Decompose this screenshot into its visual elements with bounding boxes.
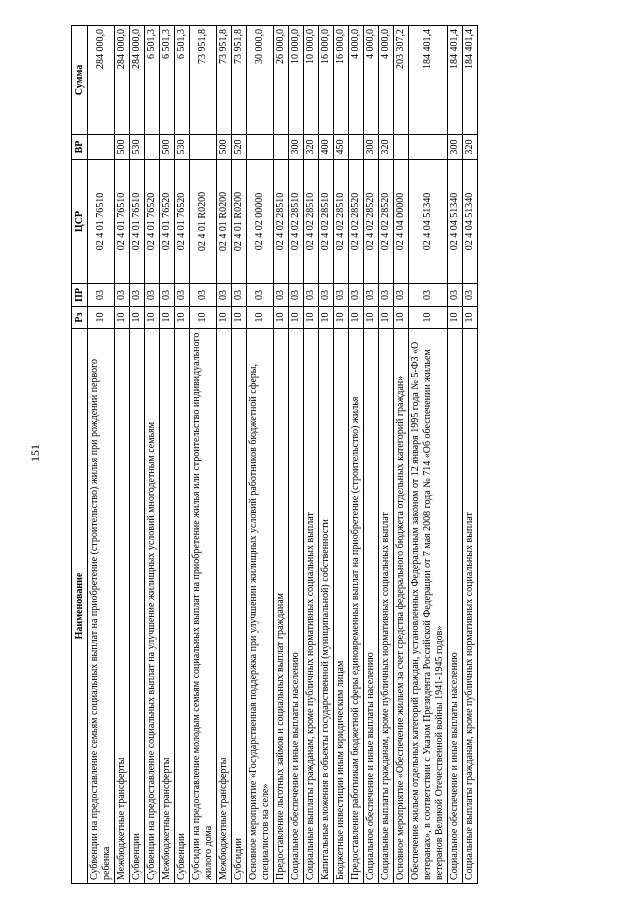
row-name: Основное мероприятие «Обеспечение жильем за счет средства федерального бюджета отдельных категорий граждан» [394, 329, 409, 884]
row-vr: 450 [334, 135, 349, 160]
budget-table [71, 25, 478, 884]
row-pr: 03 [334, 284, 349, 307]
row-vr [145, 135, 160, 160]
row-rz: 10 [364, 307, 379, 329]
row-csr: 02 4 02 28520 [349, 160, 364, 284]
table-header-row [72, 26, 88, 884]
row-name: Предоставление работникам бюджетной сферы единовременных выплат на приобретение (строительство) жилья [349, 329, 364, 884]
table-row [349, 26, 364, 884]
table-row [289, 26, 304, 884]
row-sum: 10 000,0 [304, 26, 319, 135]
row-pr: 03 [289, 284, 304, 307]
row-rz: 10 [232, 307, 247, 329]
row-csr: 02 4 02 28510 [334, 160, 349, 284]
table-row [304, 26, 319, 884]
row-sum: 6 501,3 [160, 26, 175, 135]
row-csr: 02 4 02 00000 [247, 160, 274, 284]
row-vr: 300 [448, 135, 463, 160]
row-csr: 02 4 01 76510 [88, 160, 115, 284]
row-vr: 500 [160, 135, 175, 160]
table-row [394, 26, 409, 884]
row-rz: 10 [274, 307, 289, 329]
row-name: Социальное обеспечение и иные выплаты населению [448, 329, 463, 884]
row-csr: 02 4 02 28510 [274, 160, 289, 284]
table-row [334, 26, 349, 884]
row-rz: 10 [289, 307, 304, 329]
row-name: Социальные выплаты гражданам, кроме публичных нормативных социальных выплат [379, 329, 394, 884]
row-vr: 320 [304, 135, 319, 160]
row-csr: 02 4 01 R0200 [190, 160, 217, 284]
row-csr: 02 4 01 R0200 [232, 160, 247, 284]
row-pr: 03 [145, 284, 160, 307]
row-pr: 03 [160, 284, 175, 307]
row-csr: 02 4 01 76520 [145, 160, 160, 284]
row-rz: 10 [88, 307, 115, 329]
row-pr: 03 [379, 284, 394, 307]
row-pr: 03 [88, 284, 115, 307]
rotated-table-wrapper [71, 26, 551, 884]
row-rz: 10 [247, 307, 274, 329]
row-sum: 184 401,4 [463, 26, 478, 135]
row-sum: 73 951,8 [190, 26, 217, 135]
table-row [115, 26, 130, 884]
row-pr: 03 [394, 284, 409, 307]
row-sum: 10 000,0 [289, 26, 304, 135]
row-csr: 02 4 01 76520 [160, 160, 175, 284]
row-rz: 10 [409, 307, 448, 329]
row-pr: 03 [463, 284, 478, 307]
row-pr: 03 [175, 284, 190, 307]
row-vr: 520 [232, 135, 247, 160]
header-pr: ПР [72, 284, 88, 307]
row-rz: 10 [394, 307, 409, 329]
row-rz: 10 [160, 307, 175, 329]
row-csr: 02 4 02 28510 [319, 160, 334, 284]
row-name: Предоставление льготных займов и социальных выплат гражданам [274, 329, 289, 884]
row-sum: 16 000,0 [334, 26, 349, 135]
row-name: Субвенции на предоставление семьям социальных выплат на приобретение (строительство) жилья при рождении первого ребенка [88, 329, 115, 884]
row-name: Социальное обеспечение и иные выплаты населению [364, 329, 379, 884]
row-rz: 10 [145, 307, 160, 329]
row-pr: 03 [448, 284, 463, 307]
row-vr [247, 135, 274, 160]
header-vr: ВР [72, 135, 88, 160]
row-pr: 03 [247, 284, 274, 307]
row-vr [88, 135, 115, 160]
row-pr: 03 [349, 284, 364, 307]
row-rz: 10 [349, 307, 364, 329]
row-name: Субвенции [130, 329, 145, 884]
row-csr: 02 4 04 51340 [448, 160, 463, 284]
row-sum: 184 401,4 [409, 26, 448, 135]
row-sum: 16 000,0 [319, 26, 334, 135]
row-csr: 02 4 04 51340 [463, 160, 478, 284]
row-csr: 02 4 01 76520 [175, 160, 190, 284]
row-csr: 02 4 02 28510 [289, 160, 304, 284]
row-name: Бюджетные инвестиции иным юридическим лицам [334, 329, 349, 884]
row-pr: 03 [274, 284, 289, 307]
row-pr: 03 [409, 284, 448, 307]
row-pr: 03 [232, 284, 247, 307]
row-name: Обеспечение жильем отдельных категорий граждан, установленных Федеральным законом от 12 января 1995 года № 5-ФЗ «О ветеранах», в соответствии с Указом Президента Российской Федерации от 7 мая 2008 года № 714 «Об обеспечении жильем ветеранов Великой Отечественной войны 1941-1945 годов» [409, 329, 448, 884]
row-csr: 02 4 01 76510 [115, 160, 130, 284]
row-sum: 4 000,0 [379, 26, 394, 135]
row-name: Социальные выплаты гражданам, кроме публичных нормативных социальных выплат [463, 329, 478, 884]
row-csr: 02 4 04 00000 [394, 160, 409, 284]
table-row [88, 26, 115, 884]
row-vr [394, 135, 409, 160]
row-pr: 03 [364, 284, 379, 307]
row-csr: 02 4 01 76510 [130, 160, 145, 284]
row-sum: 6 501,3 [145, 26, 160, 135]
row-csr: 02 4 04 51340 [409, 160, 448, 284]
row-csr: 02 4 01 R0200 [217, 160, 232, 284]
row-csr: 02 4 02 28520 [364, 160, 379, 284]
row-vr: 500 [217, 135, 232, 160]
row-sum: 6 501,3 [175, 26, 190, 135]
row-sum: 203 307,2 [394, 26, 409, 135]
row-vr: 530 [175, 135, 190, 160]
row-name: Субвенции на предоставление социальных выплат на улучшение жилищных условий многодетным семьям [145, 329, 160, 884]
row-sum: 284 000,0 [115, 26, 130, 135]
table-row [175, 26, 190, 884]
row-name: Социальное обеспечение и иные выплаты населению [289, 329, 304, 884]
row-rz: 10 [130, 307, 145, 329]
table-row [319, 26, 334, 884]
row-sum: 73 951,8 [217, 26, 232, 135]
row-vr: 300 [364, 135, 379, 160]
row-name: Субсидии [232, 329, 247, 884]
row-vr [349, 135, 364, 160]
table-row [130, 26, 145, 884]
row-vr: 300 [289, 135, 304, 160]
header-name: Наименование [72, 329, 88, 884]
row-vr [274, 135, 289, 160]
table-row [217, 26, 232, 884]
row-name: Субвенции [175, 329, 190, 884]
row-vr [409, 135, 448, 160]
row-name: Межбюджетные трансферты [217, 329, 232, 884]
table-row [379, 26, 394, 884]
row-pr: 03 [217, 284, 232, 307]
header-rz: Рз [72, 307, 88, 329]
table-body [88, 26, 478, 884]
table-row [145, 26, 160, 884]
header-sum: Сумма [72, 26, 88, 135]
row-sum: 26 000,0 [274, 26, 289, 135]
row-vr: 500 [115, 135, 130, 160]
row-sum: 284 000,0 [88, 26, 115, 135]
table-row [190, 26, 217, 884]
table-row [364, 26, 379, 884]
row-vr: 530 [130, 135, 145, 160]
table-row [160, 26, 175, 884]
row-name: Межбюджетные трансферты [160, 329, 175, 884]
row-vr: 320 [379, 135, 394, 160]
row-rz: 10 [463, 307, 478, 329]
table-row [274, 26, 289, 884]
row-name: Межбюджетные трансферты [115, 329, 130, 884]
row-rz: 10 [175, 307, 190, 329]
row-csr: 02 4 02 28510 [304, 160, 319, 284]
row-rz: 10 [217, 307, 232, 329]
row-sum: 4 000,0 [349, 26, 364, 135]
row-vr: 400 [319, 135, 334, 160]
row-name: Основное мероприятие «Государственная поддержка при улучшении жилищных условий работников бюджетной сферы, специалистов на селе» [247, 329, 274, 884]
row-pr: 03 [130, 284, 145, 307]
row-pr: 03 [115, 284, 130, 307]
row-vr: 320 [463, 135, 478, 160]
table-row [247, 26, 274, 884]
row-vr [190, 135, 217, 160]
row-pr: 03 [319, 284, 334, 307]
row-pr: 03 [304, 284, 319, 307]
table-row [463, 26, 478, 884]
row-name: Субсидии на предоставление молодым семьям социальных выплат на приобретение жилья или строительство индивидуального жилого дома [190, 329, 217, 884]
row-rz: 10 [379, 307, 394, 329]
row-sum: 4 000,0 [364, 26, 379, 135]
row-rz: 10 [190, 307, 217, 329]
row-sum: 30 000,0 [247, 26, 274, 135]
table-row [409, 26, 448, 884]
row-name: Социальные выплаты гражданам, кроме публичных нормативных социальных выплат [304, 329, 319, 884]
page-number: 151 [28, 444, 42, 462]
row-rz: 10 [448, 307, 463, 329]
row-rz: 10 [304, 307, 319, 329]
table-row [232, 26, 247, 884]
row-csr: 02 4 02 28520 [379, 160, 394, 284]
table-row [448, 26, 463, 884]
row-sum: 284 000,0 [130, 26, 145, 135]
row-name: Капитальные вложения в объекты государственной (муниципальной) собственности [319, 329, 334, 884]
row-pr: 03 [190, 284, 217, 307]
row-rz: 10 [319, 307, 334, 329]
row-rz: 10 [115, 307, 130, 329]
header-csr: ЦСР [72, 160, 88, 284]
row-sum: 73 951,8 [232, 26, 247, 135]
row-sum: 184 401,4 [448, 26, 463, 135]
row-rz: 10 [334, 307, 349, 329]
